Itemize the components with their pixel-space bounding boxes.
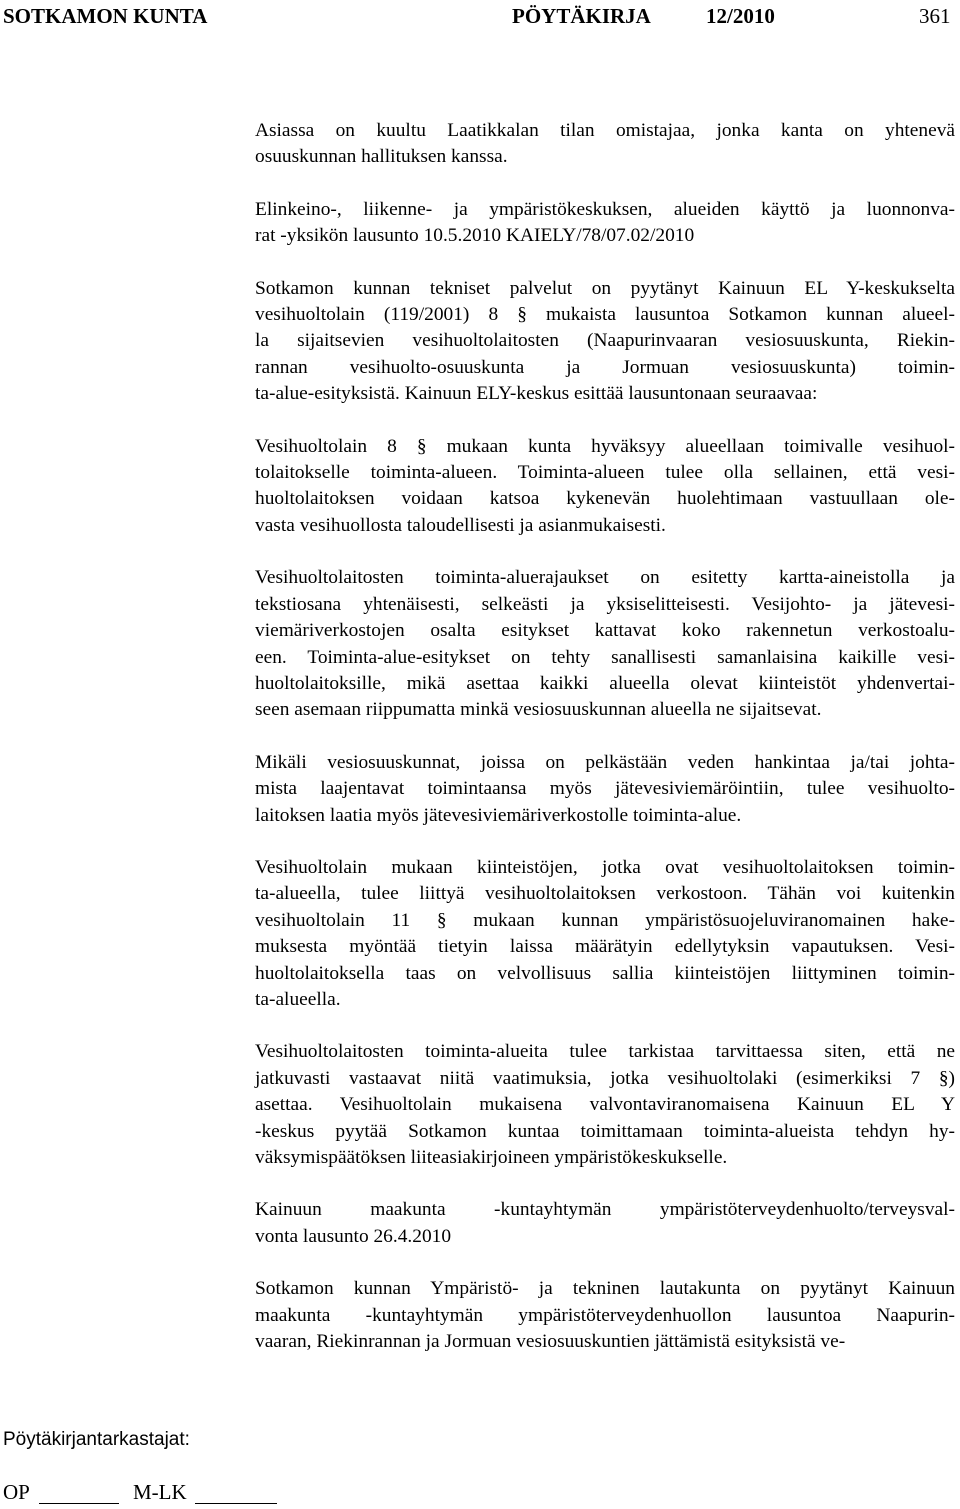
signature-line-mlk [195, 1503, 277, 1504]
paragraph-line: een. Toiminta-alue-esitykset on tehty sanallisesti samanlaisina kaikille vesi- [255, 646, 955, 668]
paragraph-line: seen asemaan riippumatta minkä vesiosuuskunnan alueella ne sijaitsevat. [255, 699, 822, 721]
paragraph-line: -keskus pyytää Sotkamon kuntaa toimittamaan toiminta-alueista tehdyn hy- [255, 1120, 955, 1142]
paragraph-line: muksesta myöntää tietyin laissa määrätyin edellytyksin vapautuksen. Vesi- [255, 936, 955, 958]
minutes-body-text [255, 118, 955, 1381]
paragraph-line: vonta lausunto 26.4.2010 [255, 1225, 452, 1247]
paragraph [255, 197, 955, 250]
paragraph [255, 434, 955, 540]
signature-line-op [39, 1503, 119, 1504]
paragraph-line: Vesihuoltolain 8 § mukaan kunta hyväksyy alueellaan toimivalle vesihuol- [255, 435, 955, 457]
inspector-initial-mlk: M-LK [133, 1480, 187, 1504]
paragraph-line: vesihuoltolain 11 § mukaan kunnan ympäristösuojeluviranomainen hake- [255, 909, 955, 931]
page-number: 361 [919, 4, 951, 28]
paragraph-line: huoltolaitoksille, mikä asettaa kaikki alueella olevat kiinteistöt yhdenvertai- [255, 672, 955, 694]
document-type: PÖYTÄKIRJA [512, 4, 651, 28]
paragraph-line: Vesihuoltolain mukaan kiinteistöjen, jotka ovat vesihuoltolaitoksen toimin- [255, 856, 955, 878]
paragraph-line: vasta vesihuollosta taloudellisesti ja asianmukaisesti. [255, 514, 666, 536]
paragraph-line: huoltolaitoksella taas on velvollisuus sallia kiinteistöjen liittyminen toimin- [255, 962, 955, 984]
paragraph-line: mista laajentavat toimintaansa myös jätevesiviemäröintiin, tulee vesihuolto- [255, 778, 955, 800]
inspectors-label: Pöytäkirjantarkastajat: [3, 1429, 190, 1450]
paragraph-line: laitoksen laatia myös jätevesiviemäriverkostolle toiminta-alue. [255, 804, 742, 826]
paragraph [255, 1039, 955, 1171]
paragraph-line: asettaa. Vesihuoltolain mukaisena valvontaviranomaisena Kainuun EL Y [255, 1094, 955, 1116]
paragraph [255, 1276, 955, 1355]
paragraph-line: väksymispäätöksen liiteasiakirjoineen ympäristökeskukselle. [255, 1147, 728, 1168]
paragraph-line: vesihuoltolain (119/2001) 8 § mukaista lausuntoa Sotkamon kunnan alueel- [255, 304, 955, 326]
paragraph-line: Kainuun maakunta -kuntayhtymän ympäristöterveydenhuolto/terveysval- [255, 1199, 955, 1221]
paragraph [255, 118, 955, 171]
paragraph-line: Elinkeino-, liikenne- ja ympäristökeskuksen, alueiden käyttö ja luonnonva- [255, 198, 955, 220]
organization-name: SOTKAMON KUNTA [3, 4, 208, 28]
paragraph-line: maakunta -kuntayhtymän ympäristöterveydenhuollon lausuntoa Naapurin- [255, 1304, 955, 1326]
paragraph-line: ta-alue-esityksistä. Kainuun ELY-keskus esittää lausuntonaan seuraavaa: [255, 383, 818, 405]
paragraph-line: osuuskunnan hallituksen kanssa. [255, 146, 508, 168]
paragraph-line: Sotkamon kunnan Ympäristö- ja tekninen lautakunta on pyytänyt Kainuun [255, 1278, 955, 1300]
paragraph-line: huoltolaitoksen voidaan katsoa kykenevän huolehtimaan vastuullaan ole- [255, 488, 955, 510]
paragraph-line: Sotkamon kunnan tekniset palvelut on pyytänyt Kainuun EL Y-keskukselta [255, 277, 955, 299]
paragraph-line: viemäriverkostojen osalta esitykset kattavat koko rakennetun verkostoalu- [255, 620, 955, 642]
paragraph-line: Asiassa on kuultu Laatikkalan tilan omistajaa, jonka kanta on yhtenevä [255, 120, 955, 141]
paragraph [255, 750, 955, 829]
paragraph-line: Mikäli vesiosuuskunnat, joissa on pelkästään veden hankintaa ja/tai johta- [255, 751, 955, 773]
paragraph-line: la sijaitsevien vesihuoltolaitosten (Naapurinvaaran vesiosuuskunta, Riekin- [255, 330, 955, 352]
paragraph [255, 565, 955, 723]
inspectors-sidebar [3, 1427, 190, 1453]
paragraph [255, 855, 955, 1013]
paragraph-line: Vesihuoltolaitosten toiminta-alueita tulee tarkistaa tarvittaessa siten, että ne [255, 1041, 955, 1063]
paragraph-line: tekstiosana yhtenäisesti, selkeästi ja yksiselitteisesti. Vesijohto- ja jätevesi- [255, 593, 955, 615]
paragraph-line: rannan vesihuolto-osuuskunta ja Jormuan vesiosuuskunta) toimin- [255, 356, 955, 378]
document-number: 12/2010 [706, 4, 775, 28]
page-header [0, 2, 960, 32]
inspector-initials [3, 1479, 293, 1509]
inspector-initial-op: OP [3, 1480, 30, 1504]
paragraph-line: jatkuvasti vastaavat niitä vaatimuksia, jotka vesihuoltolaki (esimerkiksi 7 §) [255, 1067, 955, 1089]
paragraph-line: rat -yksikön lausunto 10.5.2010 KAIELY/78/07.02/2010 [255, 225, 695, 247]
paragraph-line: vaaran, Riekinrannan ja Jormuan vesiosuuskuntien jättämistä esityksistä ve- [255, 1331, 846, 1353]
paragraph-line: ta-alueella. [255, 988, 341, 1010]
paragraph-line: tolaitokselle toiminta-alueen. Toiminta-alueen tulee olla sellainen, että vesi- [255, 462, 955, 484]
paragraph [255, 1197, 955, 1250]
paragraph-line: ta-alueella, tulee liittyä vesihuoltolaitoksen verkostoon. Tähän voi kuitenkin [255, 883, 955, 905]
paragraph [255, 276, 955, 408]
paragraph-line: Vesihuoltolaitosten toiminta-aluerajaukset on esitetty kartta-aineistolla ja [255, 567, 955, 589]
